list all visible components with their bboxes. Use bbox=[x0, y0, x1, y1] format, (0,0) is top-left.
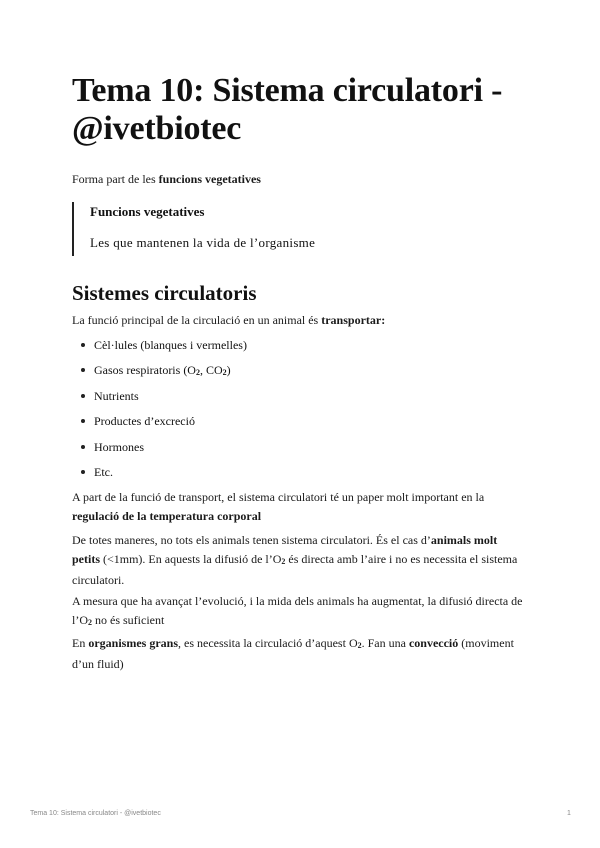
intro-text: Forma part de les bbox=[72, 172, 159, 186]
subscript: 2 bbox=[222, 368, 227, 378]
function-intro-bold: transportar: bbox=[321, 313, 386, 327]
large-text-5: d’un fluid) bbox=[72, 657, 124, 671]
small-animals-text-4: circulatori. bbox=[72, 573, 125, 587]
large-text-2: , es necessita la circulació d’aquest O bbox=[178, 636, 358, 650]
list-item bbox=[72, 336, 247, 361]
list-item-text: Hormones bbox=[94, 439, 144, 454]
page-title bbox=[72, 72, 532, 148]
small-animals-bold: animals molt bbox=[430, 533, 498, 547]
list-item bbox=[72, 387, 247, 412]
large-organisms-paragraph bbox=[72, 634, 532, 674]
function-intro-text: La funció principal de la circulació en un animal és bbox=[72, 313, 322, 327]
list-item bbox=[72, 361, 247, 386]
small-animals-text-2: (<1mm). En aquests la difusió de l’O bbox=[100, 552, 282, 566]
callout-body: Les que mantenen la vida de l’organisme bbox=[90, 235, 316, 250]
large-bold-2: convecció bbox=[408, 636, 459, 650]
regulation-paragraph bbox=[72, 488, 532, 526]
subscript: 2 bbox=[357, 641, 362, 650]
intro-bold: funcions vegetatives bbox=[158, 172, 261, 186]
list-item-text: Nutrients bbox=[94, 388, 139, 403]
subscript: 2 bbox=[88, 618, 92, 627]
small-animals-paragraph bbox=[72, 531, 532, 590]
page-number: 1 bbox=[567, 810, 571, 817]
large-text-4: (moviment bbox=[458, 636, 514, 650]
list-item-text: ) bbox=[226, 363, 231, 378]
subscript: 2 bbox=[195, 368, 200, 378]
list-item bbox=[72, 412, 247, 437]
evolution-text-3: no és suficient bbox=[92, 613, 165, 627]
list-item bbox=[72, 463, 247, 488]
list-item-text: Productes d’excreció bbox=[94, 414, 195, 429]
list-item-text: Cèl·lules (blanques i vermelles) bbox=[94, 338, 247, 352]
large-text: En bbox=[72, 636, 89, 650]
small-animals-text-3: és directa amb l’aire i no es necessita el sistema bbox=[285, 552, 518, 566]
small-animals-text: De totes maneres, no tots els animals tenen sistema circulatori. És el cas d’ bbox=[72, 533, 431, 547]
large-bold: organismes grans bbox=[88, 636, 179, 650]
regulation-bold: regulació de la temperatura corporal bbox=[72, 509, 262, 523]
intro-paragraph bbox=[72, 170, 261, 189]
page-title-text: Tema 10: Sistema circulatori - @ivetbiotec bbox=[72, 72, 503, 147]
list-item-text: Etc. bbox=[94, 464, 113, 479]
transport-list bbox=[72, 336, 247, 488]
list-item-text: Gasos respiratoris (O bbox=[94, 363, 196, 378]
evolution-text: A mesura que ha avançat l’evolució, i la mida dels animals ha augmentat, la difusió directa de bbox=[72, 594, 523, 608]
regulation-text: A part de la funció de transport, el sistema circulatori té un paper molt important en la bbox=[72, 490, 485, 504]
subscript: 2 bbox=[281, 557, 286, 566]
list-item-text: , CO bbox=[199, 363, 223, 378]
evolution-paragraph bbox=[72, 592, 532, 632]
list-item bbox=[72, 438, 247, 463]
footer-left: Tema 10: Sistema circulatori - @ivetbiotec bbox=[30, 810, 161, 817]
function-intro bbox=[72, 311, 385, 330]
callout-title: Funcions vegetatives bbox=[90, 204, 205, 219]
small-animals-bold-2: petits bbox=[72, 552, 100, 566]
large-text-3: . Fan una bbox=[361, 636, 409, 650]
evolution-text-2: l’O bbox=[72, 613, 88, 627]
section-heading: Sistemes circulatoris bbox=[72, 281, 257, 305]
callout-box bbox=[72, 202, 454, 256]
